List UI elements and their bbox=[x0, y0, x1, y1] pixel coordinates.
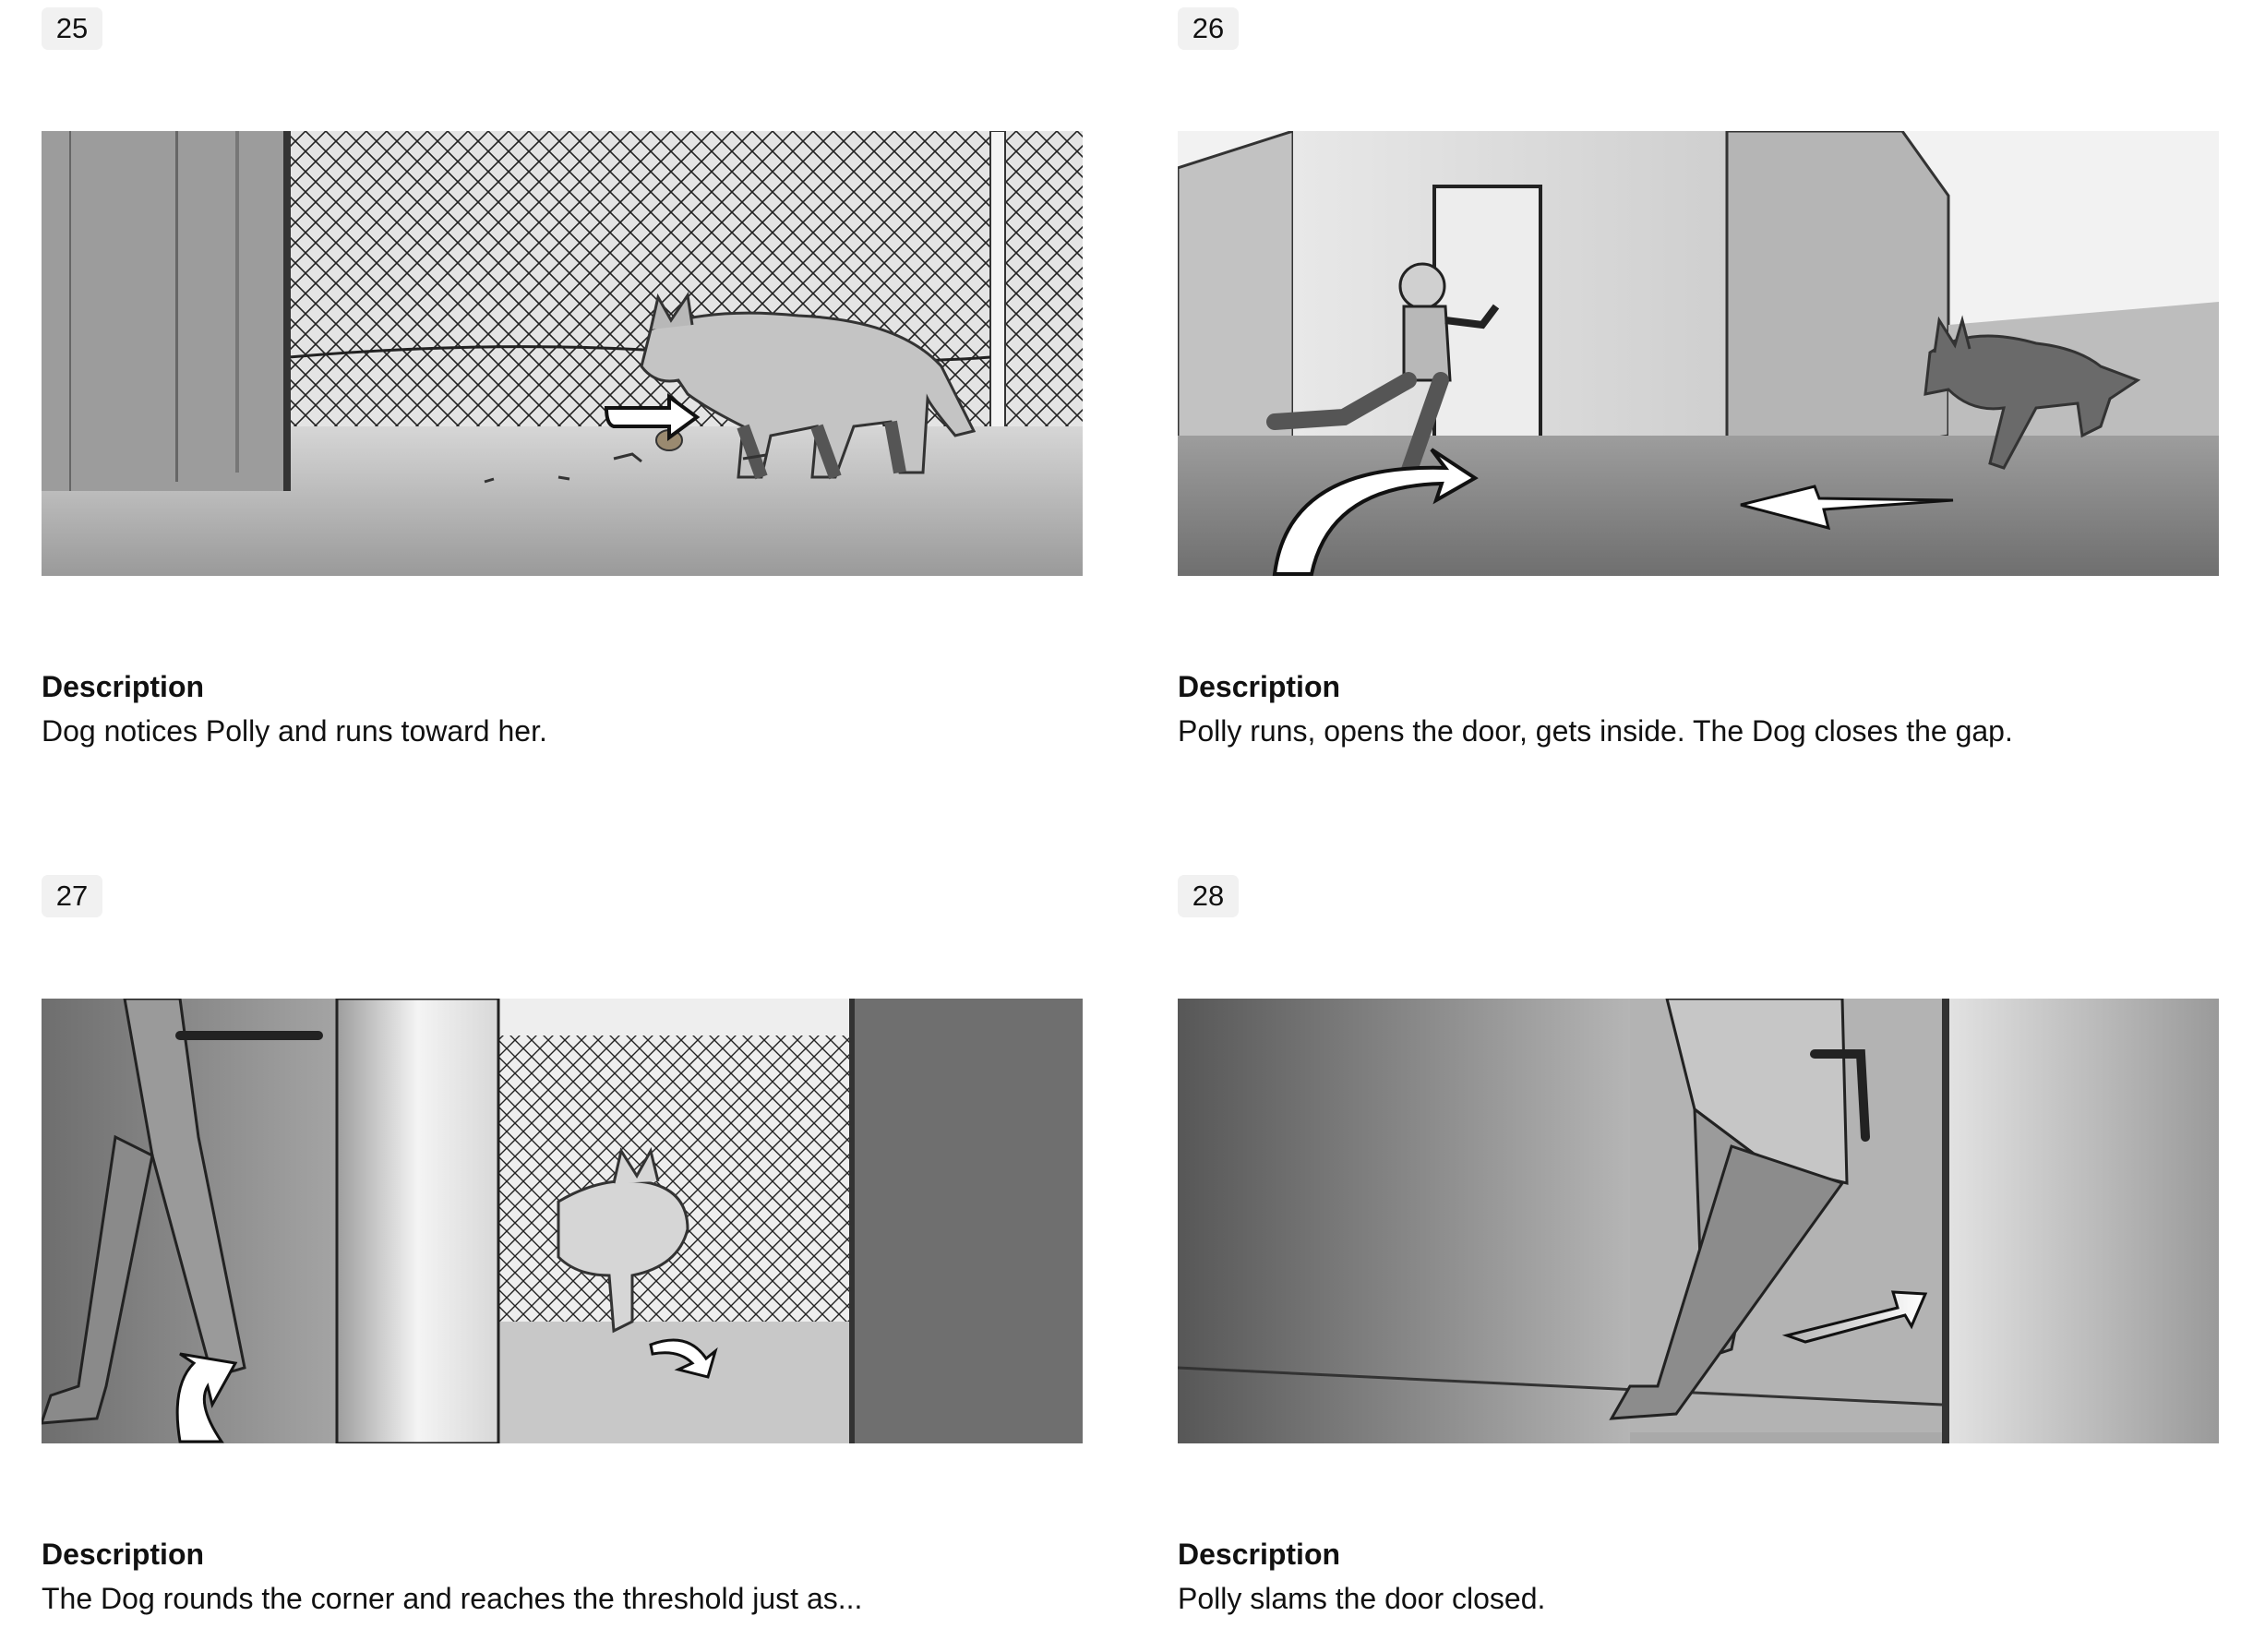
panel-image-27 bbox=[42, 999, 1083, 1443]
description-label: Description bbox=[42, 1538, 205, 1571]
panel-number: 25 bbox=[42, 7, 102, 50]
panel-image-25 bbox=[42, 131, 1083, 576]
sketch-polly-running bbox=[1178, 131, 2219, 576]
sketch-dog-threshold bbox=[42, 999, 1083, 1443]
sketch-dog-noticing bbox=[42, 131, 1083, 576]
description-text: Polly slams the door closed. bbox=[1178, 1582, 1546, 1615]
description-text: The Dog rounds the corner and reaches the threshold just as... bbox=[42, 1582, 863, 1615]
panel-number: 28 bbox=[1178, 875, 1239, 917]
panel-image-28 bbox=[1178, 999, 2219, 1443]
panel-number: 26 bbox=[1178, 7, 1239, 50]
sketch-door-slam bbox=[1178, 999, 2219, 1443]
panel-image-26 bbox=[1178, 131, 2219, 576]
description-text: Dog notices Polly and runs toward her. bbox=[42, 714, 547, 748]
description-text: Polly runs, opens the door, gets inside. The Dog closes the gap. bbox=[1178, 714, 2013, 748]
panel-number: 27 bbox=[42, 875, 102, 917]
description-label: Description bbox=[42, 670, 205, 703]
description-label: Description bbox=[1178, 1538, 1341, 1571]
description-label: Description bbox=[1178, 670, 1341, 703]
